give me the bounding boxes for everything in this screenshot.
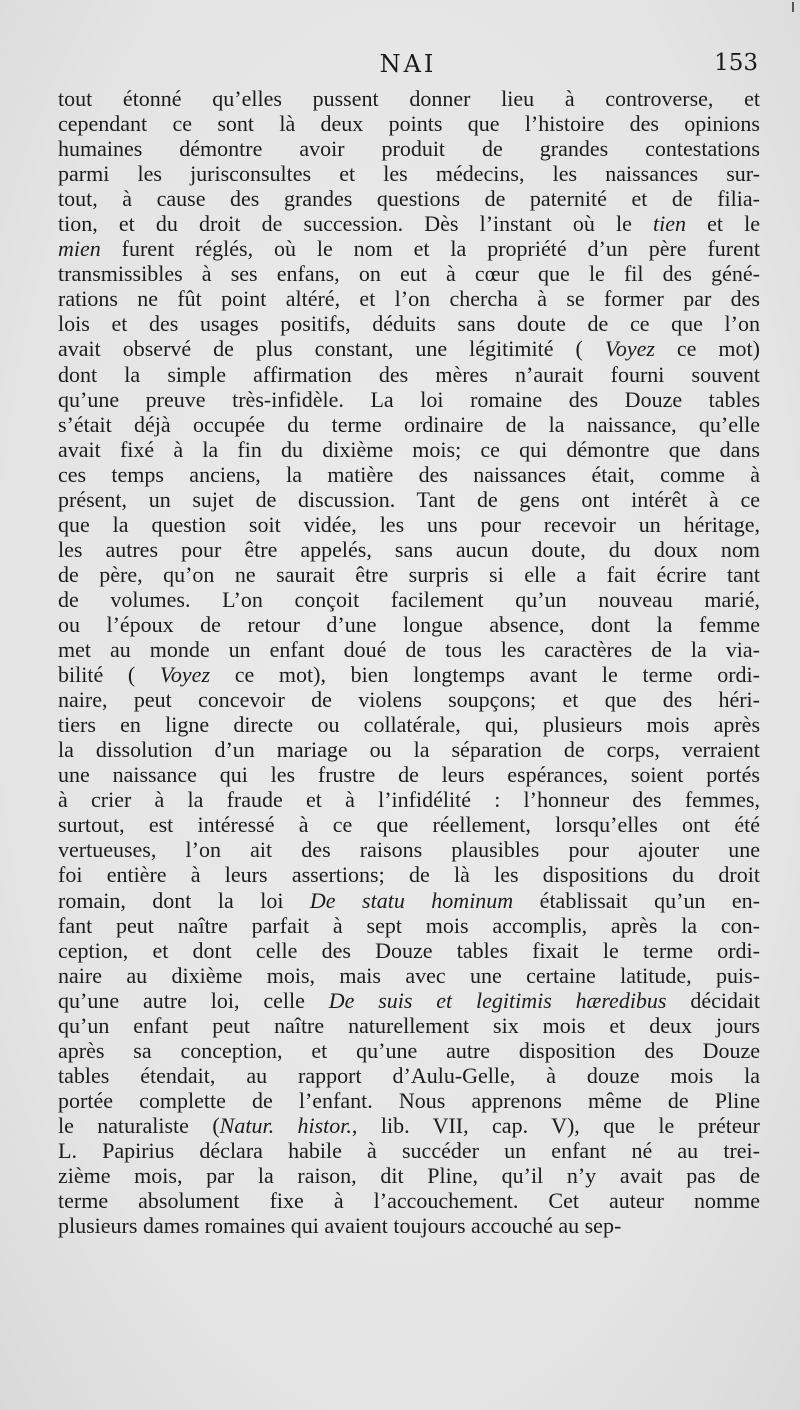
running-head: NAI <box>379 50 437 78</box>
text-line: de père, qu’on ne saurait être surpris si elle a fait écrire tant <box>58 561 760 587</box>
text-line: surtout, est intéressé à ce que réellement, lorsqu’elles ont été <box>58 812 760 838</box>
text-line: tables étendait, au rapport d’Aulu-Gelle, à douze mois la <box>58 1062 760 1088</box>
text-line: à crier à la fraude et à l’infidélité : l’honneur des femmes, <box>58 787 760 813</box>
text-line: avait fixé à la fin du dixième mois; ce qui démontre que dans <box>58 436 760 462</box>
text-line: tout étonné qu’elles pussent donner lieu à controverse, et <box>58 86 760 111</box>
text-line: que la question soit vidée, les uns pour recevoir un héritage, <box>58 511 760 537</box>
text-line: met au monde un enfant doué de tous les caractères de la via- <box>58 637 760 663</box>
page-header <box>58 50 758 84</box>
text-line: fant peut naître parfait à sept mois accomplis, après la con- <box>58 912 760 938</box>
text-line: humaines démontre avoir produit de grandes contestations <box>58 136 760 162</box>
text-line: ces temps anciens, la matière des naissances était, comme à <box>58 461 760 487</box>
text-line: après sa conception, et qu’une autre disposition des Douze <box>58 1037 760 1063</box>
text-line: avait observé de plus constant, une légitimité ( Voyez ce mot) <box>58 336 760 362</box>
text-line: les autres pour être appelés, sans aucun doute, du doux nom <box>58 536 760 562</box>
text-line: plusieurs dames romaines qui avaient toujours accouché au sep- <box>58 1213 622 1239</box>
text-line: tout, à cause des grandes questions de paternité et de filia- <box>58 186 760 212</box>
text-line: naire au dixième mois, mais avec une certaine latitude, puis- <box>58 962 760 988</box>
page-edge-mark <box>792 2 794 12</box>
text-line: ou l’époux de retour d’une longue absence, dont la femme <box>58 611 760 637</box>
text-line: naire, peut concevoir de violens soupçons; et que des héri- <box>58 687 760 713</box>
text-line: s’était déjà occupée du terme ordinaire de la naissance, qu’elle <box>58 411 760 437</box>
text-line: parmi les jurisconsultes et les médecins, les naissances sur- <box>58 161 760 187</box>
body-text <box>58 86 760 1238</box>
text-line: foi entière à leurs assertions; de là les dispositions du droit <box>58 862 760 888</box>
text-line: tion, et du droit de succession. Dès l’instant où le tien et le <box>58 211 760 237</box>
text-line: qu’une preuve très-infidèle. La loi romaine des Douze tables <box>58 386 760 412</box>
text-line: bilité ( Voyez ce mot), bien longtemps avant le terme ordi- <box>58 662 760 688</box>
text-line: vertueuses, l’on ait des raisons plausibles pour ajouter une <box>58 837 760 863</box>
text-line: rations ne fût point altéré, et l’on chercha à se former par des <box>58 286 760 312</box>
text-line: de volumes. L’on conçoit facilement qu’un nouveau marié, <box>58 586 760 612</box>
text-line: une naissance qui les frustre de leurs espérances, soient portés <box>58 762 760 788</box>
text-line: qu’un enfant peut naître naturellement six mois et deux jours <box>58 1012 760 1038</box>
text-line: terme absolument fixe à l’accouchement. Cet auteur nomme <box>58 1188 760 1214</box>
text-line: romain, dont la loi De statu hominum établissait qu’un en- <box>58 887 760 913</box>
text-line: L. Papirius déclara habile à succéder un enfant né au trei- <box>58 1137 760 1163</box>
text-line: portée complette de l’enfant. Nous apprenons même de Pline <box>58 1087 760 1113</box>
text-line: cependant ce sont là deux points que l’histoire des opinions <box>58 111 760 137</box>
text-line: mien furent réglés, où le nom et la propriété d’un père furent <box>58 236 760 262</box>
page-number: 153 <box>714 50 758 76</box>
text-line: lois et des usages positifs, déduits sans doute de ce que l’on <box>58 311 760 337</box>
text-line: tiers en ligne directe ou collatérale, qui, plusieurs mois après <box>58 712 760 738</box>
text-line: zième mois, par la raison, dit Pline, qu’il n’y avait pas de <box>58 1163 760 1189</box>
text-line: présent, un sujet de discussion. Tant de gens ont intérêt à ce <box>58 486 760 512</box>
text-line: le naturaliste (Natur. histor., lib. VII, cap. V), que le préteur <box>58 1112 760 1138</box>
text-line: la dissolution d’un mariage ou la séparation de corps, verraient <box>58 737 760 763</box>
text-line: ception, et dont celle des Douze tables fixait le terme ordi- <box>58 937 760 963</box>
text-line: qu’une autre loi, celle De suis et legitimis hæredibus décidait <box>58 987 760 1013</box>
text-line: transmissibles à ses enfans, on eut à cœur que le fil des géné- <box>58 261 760 287</box>
text-line: dont la simple affirmation des mères n’aurait fourni souvent <box>58 361 760 387</box>
